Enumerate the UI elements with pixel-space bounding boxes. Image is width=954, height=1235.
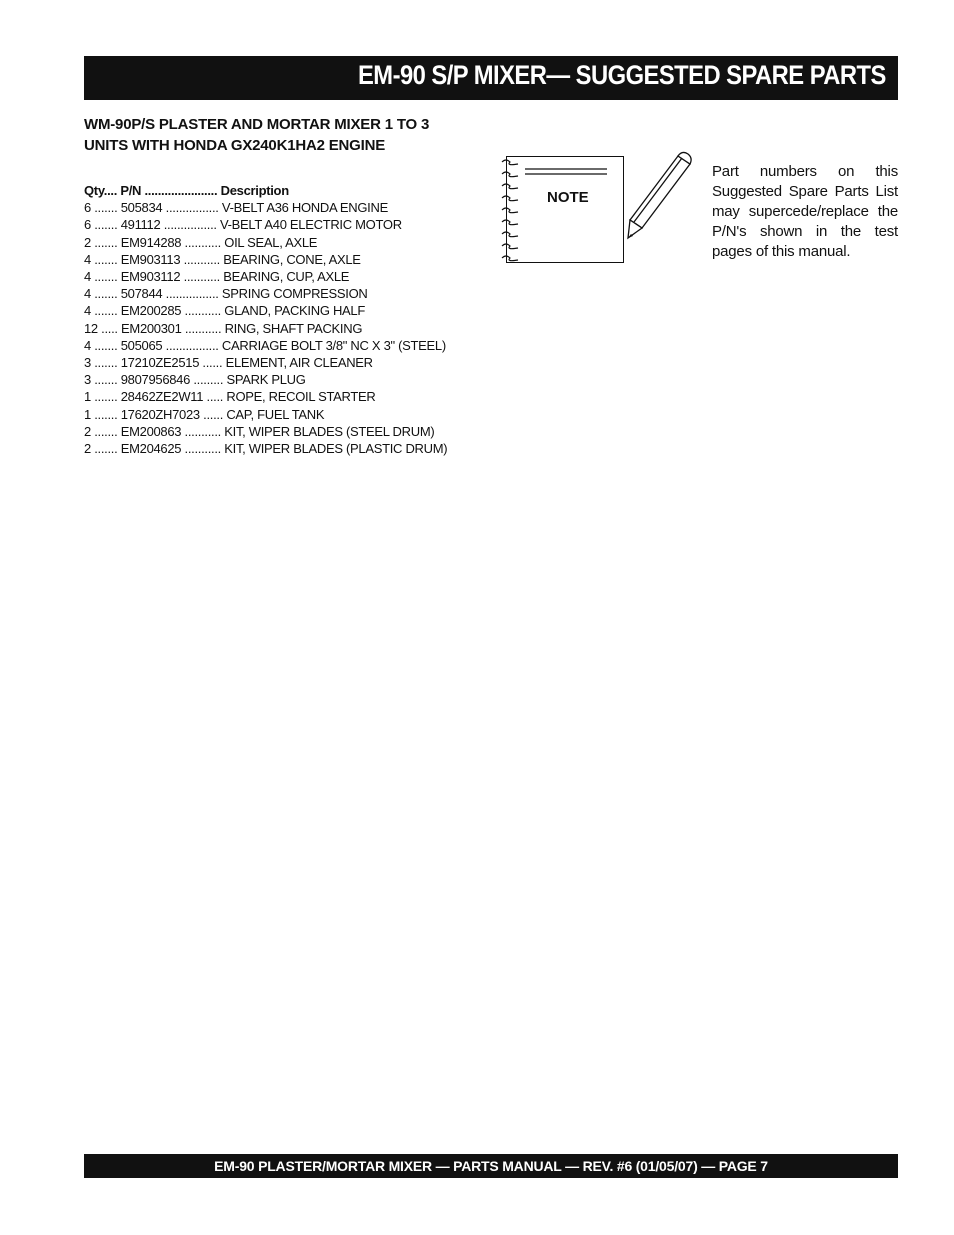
parts-list-row: 4 ....... EM903112 ........... BEARING, CUP, AXLE: [84, 269, 350, 285]
pencil-icon: [620, 148, 700, 243]
notepad-lines: [507, 157, 622, 261]
section-heading-line-1: WM-90P/S PLASTER AND MORTAR MIXER 1 TO 3: [84, 116, 430, 133]
parts-list-row: 12 ..... EM200301 ........... RING, SHAFT PACKING: [84, 320, 363, 336]
spare-parts-list: [84, 182, 474, 457]
footer-text: EM-90 PLASTER/MORTAR MIXER — PARTS MANUAL — REV. #6 (01/05/07) — PAGE 7: [214, 1158, 768, 1174]
parts-list-row: 2 ....... EM200863 ........... KIT, WIPER BLADES (STEEL DRUM): [84, 423, 435, 439]
section-heading: [84, 114, 484, 156]
footer-bar: [84, 1154, 898, 1178]
parts-list-row: 4 ....... EM200285 ........... GLAND, PACKING HALF: [84, 303, 365, 319]
parts-list-row: 1 ....... 28462ZE2W11 ..... ROPE, RECOIL STARTER: [84, 389, 376, 405]
page-title-bar: [84, 56, 898, 100]
section-heading-line-2: UNITS WITH HONDA GX240K1HA2 ENGINE: [84, 137, 386, 154]
parts-list-row: 4 ....... 507844 ................ SPRING COMPRESSION: [84, 286, 368, 302]
page-title: EM-90 S/P MIXER— SUGGESTED SPARE PARTS: [358, 60, 886, 90]
parts-list-row: 2 ....... EM914288 ........... OIL SEAL, AXLE: [84, 234, 318, 250]
note-text: Part numbers on this Suggested Spare Parts List may supercede/replace the P/N's shown in the test pages of this manual.: [712, 163, 898, 260]
parts-list-row: 4 ....... 505065 ................ CARRIAGE BOLT 3/8" NC X 3" (STEEL): [84, 337, 446, 353]
parts-list-header: Qty.... P/N ...................... Description: [84, 183, 289, 198]
parts-list-row: 1 ....... 17620ZH7023 ...... CAP, FUEL TANK: [84, 406, 325, 422]
notepad-spiral-icon: [498, 154, 522, 266]
notepad-icon: [506, 156, 624, 263]
parts-list-row: 3 ....... 9807956846 ......... SPARK PLUG: [84, 372, 306, 388]
parts-list-row: 4 ....... EM903113 ........... BEARING, CONE, AXLE: [84, 251, 361, 267]
note-label: NOTE: [547, 189, 589, 206]
parts-list-row: 2 ....... EM204625 ........... KIT, WIPER BLADES (PLASTIC DRUM): [84, 441, 448, 457]
parts-list-row: 6 ....... 491112 ................ V-BELT A40 ELECTRIC MOTOR: [84, 217, 402, 233]
parts-list-row: 3 ....... 17210ZE2515 ...... ELEMENT, AIR CLEANER: [84, 355, 373, 371]
parts-list-row: 6 ....... 505834 ................ V-BELT A36 HONDA ENGINE: [84, 200, 388, 216]
